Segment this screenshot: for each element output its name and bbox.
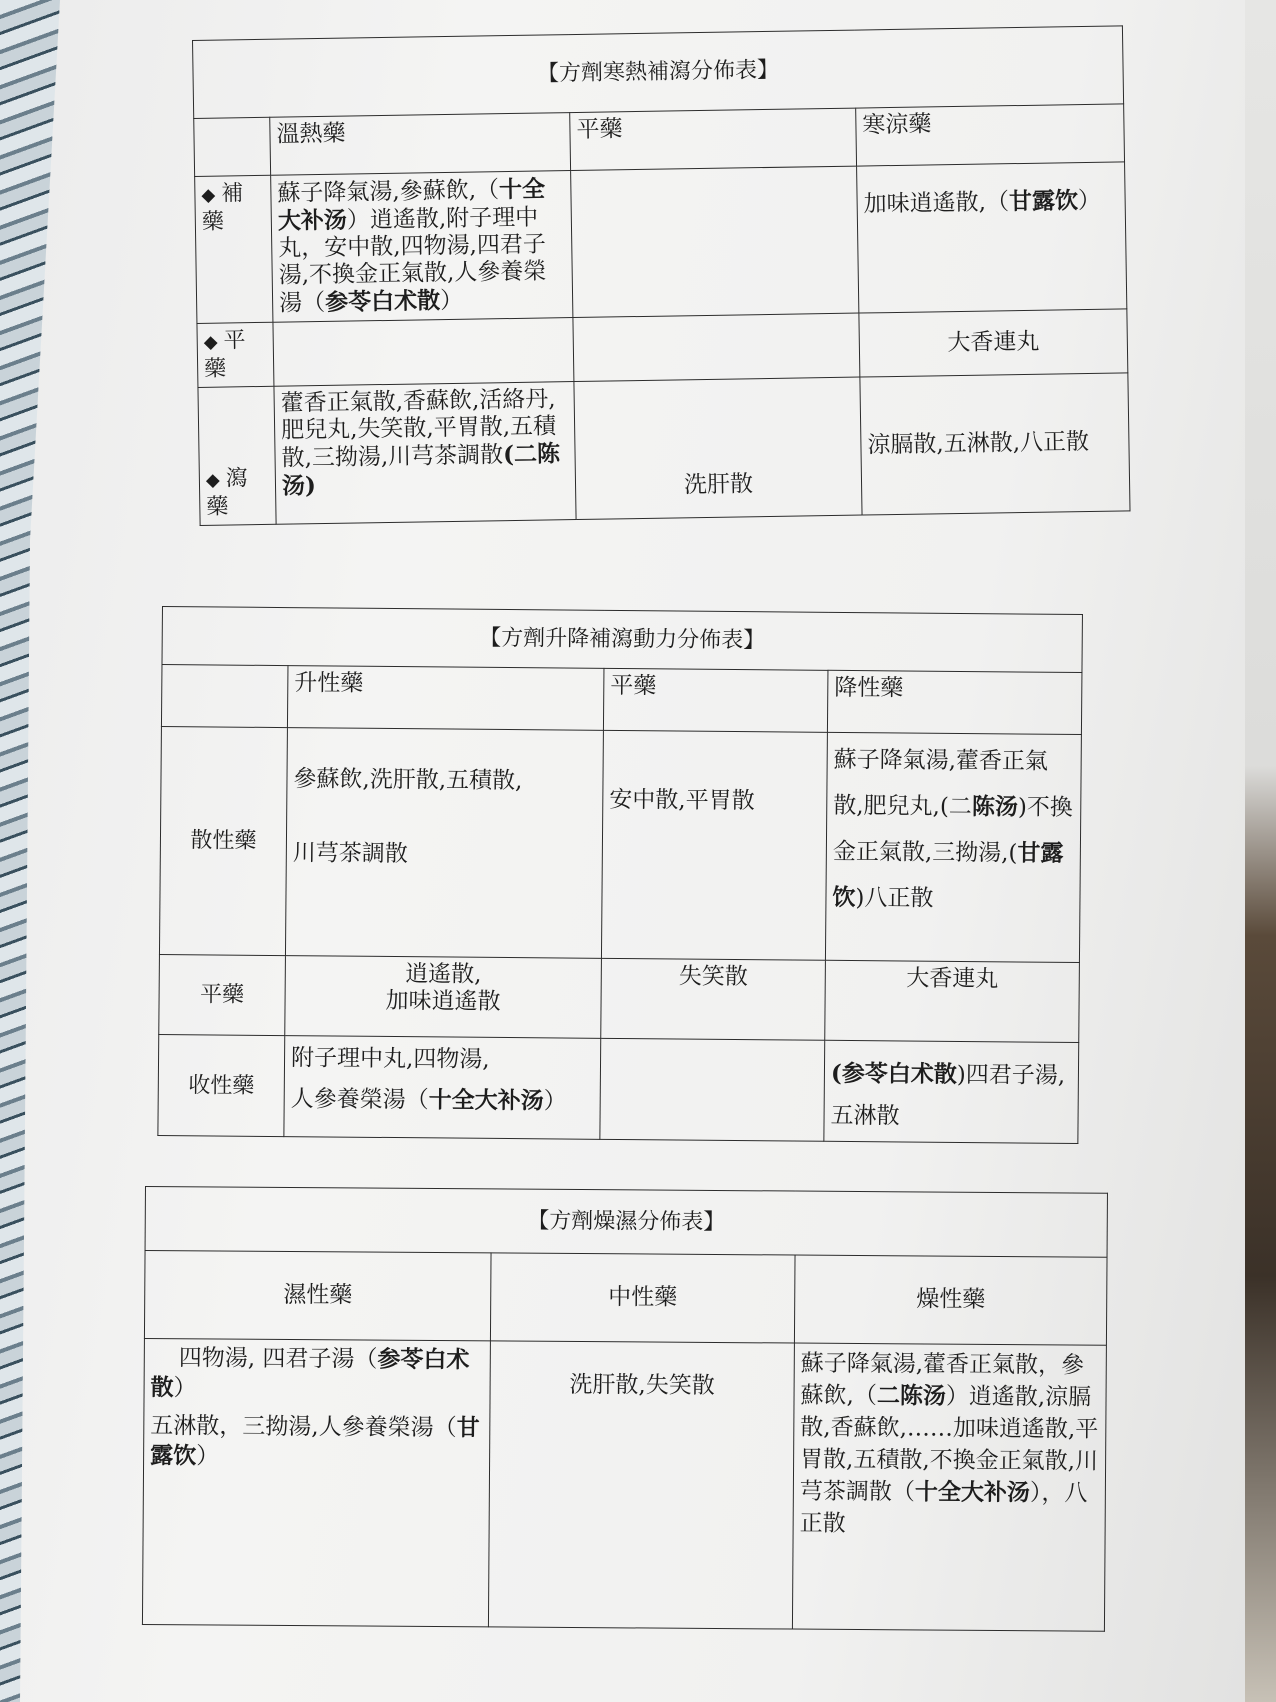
cell-dispersing-descending: 蘇子降氣湯,藿香正氣散,肥兒丸,(二陈汤)不換金正氣散,三拗湯,(甘露饮)八正散	[825, 732, 1081, 962]
row-label-neutral: 平藥	[159, 954, 286, 1035]
header-ascending: 升性藥	[287, 666, 604, 731]
row-label-astringent: 收性藥	[158, 1034, 285, 1136]
row-label-tonic: ◆ 補藥	[195, 175, 273, 323]
diamond-bullet-icon: ◆	[205, 469, 220, 491]
header-empty	[194, 117, 271, 176]
table-title: 【方劑寒熱補瀉分佈表】	[193, 26, 1124, 119]
table-title: 【方劑燥濕分佈表】	[145, 1187, 1107, 1258]
ascend-descend-table	[157, 606, 1083, 1144]
cell-dispersing-neutral: 安中散,平胃散	[601, 730, 827, 960]
cell-neutral-ascending: 逍遙散, 加味逍遙散	[285, 956, 602, 1039]
header-neutral: 中性藥	[490, 1253, 795, 1343]
diamond-bullet-icon: ◆	[203, 331, 218, 353]
cell-purge-warm: 藿香正氣散,香蘇飲,活絡丹,肥兒丸,失笑散,平胃散,五積散,三拗湯,川芎茶調散(二陈汤)	[274, 382, 576, 525]
cell-purge-cold: 涼膈散,五淋散,八正散	[860, 373, 1130, 515]
header-warm: 溫熱藥	[270, 113, 571, 176]
row-label-purge: ◆ 瀉藥	[198, 386, 276, 525]
cell-astringent-descending: (参苓白术散)四君子湯,五淋散	[824, 1040, 1079, 1143]
cell-tonic-cold: 加味逍遙散,（甘露饮）	[857, 162, 1127, 313]
diamond-bullet-icon: ◆	[201, 184, 216, 206]
header-neutral: 平藥	[570, 108, 857, 170]
header-damp: 濕性藥	[144, 1251, 491, 1341]
cell-dry: 蘇子降氣湯,藿香正氣散，參蘇飲,（二陈汤）逍遙散,涼膈散,香蘇飲,……加味逍遙散,平胃散,五積散,不換金正氣散,川芎茶調散（十全大补汤），八正散	[792, 1343, 1106, 1631]
cell-damp: 四物湯, 四君子湯（参苓白术散） 五淋散，三拗湯,人參養榮湯（甘露饮）	[142, 1338, 490, 1626]
cell-neutral-cold: 大香連丸	[859, 309, 1128, 377]
header-neutral: 平藥	[603, 668, 828, 732]
header-dry: 燥性藥	[794, 1255, 1107, 1345]
table-title: 【方劑升降補瀉動力分佈表】	[162, 607, 1082, 673]
dry-damp-table	[142, 1186, 1108, 1632]
row-label-dispersing: 散性藥	[159, 726, 287, 955]
cell-neutral-descending: 大香連丸	[825, 960, 1080, 1042]
header-cold: 寒涼藥	[856, 104, 1125, 166]
cell-astringent-neutral	[600, 1038, 825, 1141]
cell-astringent-ascending: 附子理中丸,四物湯, 人參養榮湯（十全大补汤）	[284, 1036, 601, 1140]
cell-neutral: 洗肝散,失笑散	[488, 1341, 794, 1629]
cell-dispersing-ascending: 參蘇飲,洗肝散,五積散, 川芎茶調散	[285, 728, 603, 959]
cell-neutral-neutral: 失笑散	[601, 958, 826, 1040]
cell-neutral-warm	[273, 318, 574, 387]
cell-purge-neutral: 洗肝散	[574, 377, 862, 519]
header-descending: 降性藥	[827, 670, 1082, 734]
header-empty	[161, 665, 288, 728]
cold-heat-table	[192, 25, 1131, 526]
cell-tonic-neutral	[571, 166, 859, 317]
row-label-neutral: ◆ 平藥	[197, 322, 274, 387]
cell-tonic-warm: 蘇子降氣湯,參蘇飲,（十全大补汤）逍遙散,附子理中丸，安中散,四物湯,四君子湯,不換金正氣散,人參養榮湯（参苓白术散）	[271, 171, 573, 323]
cell-neutral-neutral	[573, 313, 860, 381]
